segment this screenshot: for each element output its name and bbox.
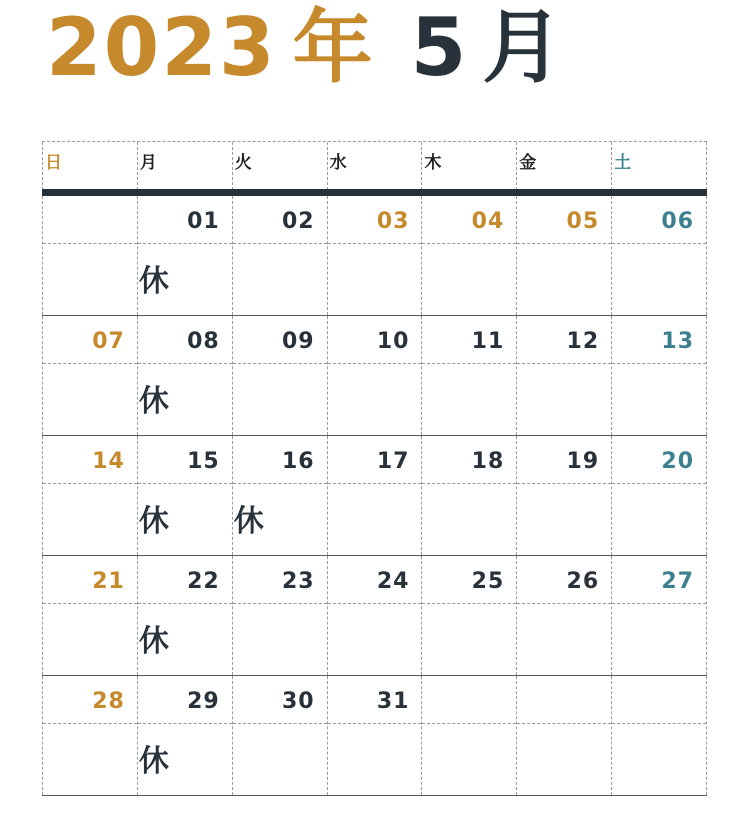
title-month: 5	[410, 1, 469, 94]
cell-divider	[517, 363, 611, 364]
day-number: 15	[187, 449, 220, 474]
day-number: 31	[376, 689, 410, 714]
closed-mark: 休	[138, 264, 169, 299]
cell-divider	[422, 723, 516, 724]
day-cell	[421, 676, 516, 795]
cell-divider	[612, 603, 706, 604]
cell-divider	[612, 363, 706, 364]
day-number: 05	[566, 209, 600, 234]
cell-divider	[233, 483, 327, 484]
day-number: 28	[92, 689, 125, 714]
cell-divider	[43, 603, 137, 604]
cell-divider	[517, 483, 611, 484]
day-cell	[42, 316, 137, 435]
cell-divider	[233, 603, 327, 604]
week-row	[42, 436, 707, 556]
day-number: 19	[566, 449, 600, 474]
closed-mark: 休	[138, 744, 169, 779]
day-number: 20	[661, 449, 695, 474]
closed-mark: 休	[138, 504, 169, 539]
day-cell	[327, 316, 422, 435]
day-cell	[421, 556, 516, 675]
day-number: 16	[281, 449, 315, 474]
day-number: 04	[471, 209, 505, 234]
day-cell	[42, 556, 137, 675]
day-number: 18	[471, 449, 505, 474]
day-cell	[611, 676, 707, 795]
cell-divider	[138, 243, 232, 244]
day-number: 07	[92, 329, 125, 354]
cell-divider	[612, 483, 706, 484]
day-cell	[327, 676, 422, 795]
day-cell	[611, 196, 707, 315]
week-row	[42, 556, 707, 676]
closed-mark: 休	[138, 624, 169, 659]
day-number: 03	[376, 209, 410, 234]
cell-divider	[328, 363, 422, 364]
day-cell	[327, 196, 422, 315]
title-year: 2023	[46, 1, 277, 94]
day-cell	[327, 436, 422, 555]
cell-divider	[43, 483, 137, 484]
cell-divider	[138, 603, 232, 604]
cell-divider	[138, 483, 232, 484]
week-row	[42, 196, 707, 316]
calendar-grid	[42, 141, 707, 799]
cell-divider	[422, 363, 516, 364]
day-number: 08	[187, 329, 220, 354]
day-cell	[516, 676, 611, 795]
day-cell	[232, 676, 327, 795]
cell-divider	[422, 243, 516, 244]
cell-divider	[233, 363, 327, 364]
day-number: 06	[661, 209, 695, 234]
day-number: 23	[281, 569, 315, 594]
calendar-title	[46, 2, 564, 94]
day-cell	[611, 316, 707, 435]
day-cell	[516, 436, 611, 555]
day-number: 27	[661, 569, 695, 594]
cell-divider	[138, 723, 232, 724]
cell-divider	[138, 363, 232, 364]
day-cell	[232, 196, 327, 315]
weekday-header-friday: 金	[516, 142, 611, 190]
day-number: 22	[187, 569, 220, 594]
weeks-container	[42, 196, 707, 796]
weekday-header-wednesday: 水	[327, 142, 422, 190]
day-number: 24	[376, 569, 410, 594]
day-cell	[421, 436, 516, 555]
weekday-header-monday: 月	[137, 142, 232, 190]
day-cell	[611, 436, 707, 555]
weekday-header-thursday: 木	[421, 142, 516, 190]
cell-divider	[612, 723, 706, 724]
day-cell	[516, 196, 611, 315]
day-number: 09	[281, 329, 315, 354]
day-number: 25	[471, 569, 505, 594]
day-number: 21	[92, 569, 125, 594]
day-cell	[421, 196, 516, 315]
cell-divider	[612, 243, 706, 244]
cell-divider	[328, 243, 422, 244]
day-cell	[232, 556, 327, 675]
weekday-header-tuesday: 火	[232, 142, 327, 190]
cell-divider	[328, 603, 422, 604]
day-number: 13	[661, 329, 695, 354]
day-number: 12	[566, 329, 600, 354]
day-cell	[137, 556, 232, 675]
day-cell	[327, 556, 422, 675]
day-cell	[42, 436, 137, 555]
day-number: 14	[92, 449, 125, 474]
day-cell	[421, 316, 516, 435]
cell-divider	[422, 603, 516, 604]
day-number: 17	[376, 449, 410, 474]
cell-divider	[422, 483, 516, 484]
cell-divider	[517, 243, 611, 244]
cell-divider	[43, 243, 137, 244]
day-number: 30	[281, 689, 315, 714]
weekday-header-row	[42, 141, 707, 189]
cell-divider	[328, 723, 422, 724]
day-cell	[137, 196, 232, 315]
day-cell	[137, 676, 232, 795]
weekday-header-sunday: 日	[42, 142, 137, 190]
cell-divider	[328, 483, 422, 484]
day-cell	[42, 676, 137, 795]
day-number: 01	[187, 209, 220, 234]
day-number: 02	[281, 209, 315, 234]
day-cell	[137, 316, 232, 435]
day-number: 10	[376, 329, 410, 354]
week-row	[42, 316, 707, 436]
cell-divider	[517, 603, 611, 604]
day-cell	[232, 436, 327, 555]
header-divider-bar	[42, 189, 707, 196]
cell-divider	[233, 243, 327, 244]
closed-mark: 休	[138, 384, 169, 419]
title-month-unit: 月	[482, 1, 565, 94]
day-number: 11	[471, 329, 505, 354]
title-year-unit: 年	[292, 1, 375, 94]
closed-mark: 休	[233, 504, 264, 539]
weekday-header-saturday: 土	[611, 142, 707, 190]
day-number: 26	[566, 569, 600, 594]
day-cell	[232, 316, 327, 435]
day-number: 29	[187, 689, 220, 714]
week-row	[42, 676, 707, 796]
day-cell	[516, 556, 611, 675]
day-cell	[137, 436, 232, 555]
day-cell	[611, 556, 707, 675]
cell-divider	[43, 723, 137, 724]
day-cell	[516, 316, 611, 435]
cell-divider	[43, 363, 137, 364]
cell-divider	[233, 723, 327, 724]
day-cell	[42, 196, 137, 315]
cell-divider	[517, 723, 611, 724]
